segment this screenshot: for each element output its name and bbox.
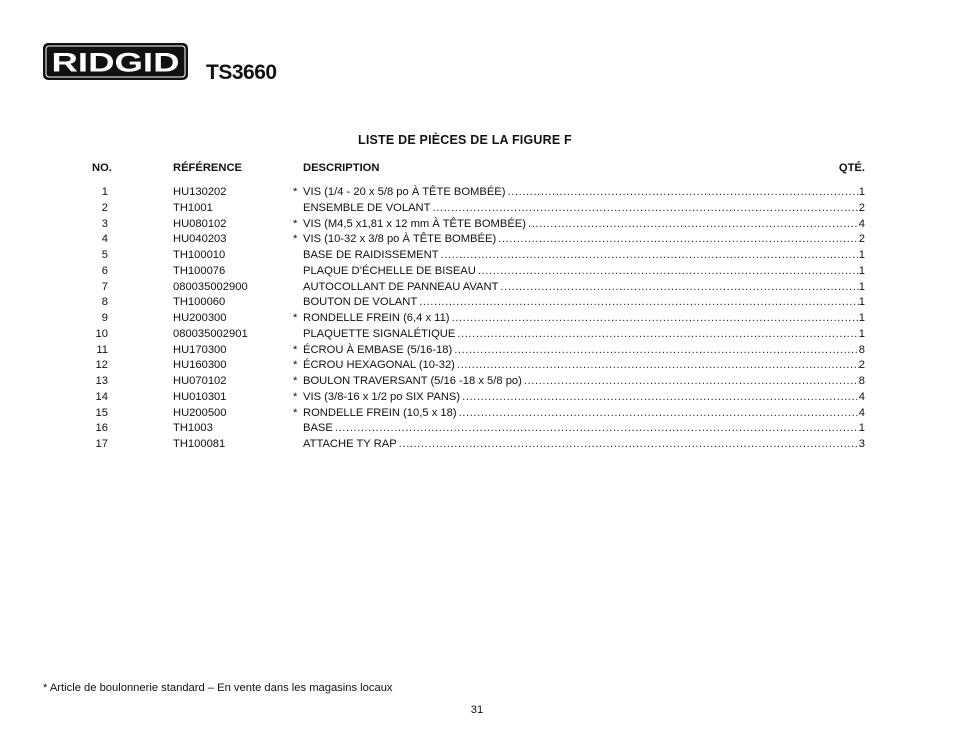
- description-cell: [303, 437, 865, 453]
- description-text: PLAQUETTE SIGNALÉTIQUE: [303, 327, 456, 340]
- table-row: [0, 437, 954, 453]
- description-cell: [303, 264, 865, 280]
- part-number-cell: 4: [101, 233, 108, 246]
- standard-hardware-marker: *: [293, 233, 298, 246]
- description-text: BASE DE RAIDISSEMENT: [303, 249, 439, 261]
- standard-hardware-marker: *: [293, 390, 298, 403]
- description-cell: [303, 421, 865, 437]
- table-row: [0, 358, 954, 374]
- standard-hardware-marker: *: [293, 186, 298, 198]
- dot-leader: [419, 295, 859, 311]
- description-text: BASE: [303, 422, 333, 435]
- description-cell: [303, 185, 865, 201]
- standard-hardware-marker: *: [293, 312, 298, 324]
- column-header-reference: RÉFÉRENCE: [173, 162, 242, 174]
- description-cell: [303, 311, 865, 327]
- quantity-cell: 1: [858, 249, 865, 261]
- table-row: [0, 374, 954, 390]
- table-row: [0, 201, 954, 217]
- quantity-cell: 1: [858, 186, 865, 198]
- part-number-cell: 2: [101, 201, 108, 214]
- reference-cell: HU200300: [173, 312, 227, 324]
- dot-leader: [335, 421, 859, 437]
- ridgid-logo: [43, 43, 188, 80]
- dot-leader: [454, 343, 859, 359]
- table-row: [0, 311, 954, 327]
- parts-list-title: LISTE DE PIÈCES DE LA FIGURE F: [358, 133, 572, 147]
- description-text: BOUTON DE VOLANT: [303, 296, 418, 309]
- description-text: ÉCROU HEXAGONAL (10-32): [303, 359, 455, 372]
- quantity-cell: 3: [858, 438, 865, 450]
- quantity-cell: 1: [858, 296, 865, 309]
- reference-cell: HU170300: [173, 343, 227, 356]
- dot-leader: [432, 201, 858, 217]
- description-text: ENSEMBLE DE VOLANT: [303, 201, 431, 214]
- part-number-cell: 1: [101, 186, 108, 198]
- dot-leader: [508, 185, 859, 201]
- quantity-cell: 1: [858, 280, 865, 293]
- table-row: [0, 327, 954, 343]
- part-number-cell: 7: [101, 280, 108, 293]
- column-header-description: DESCRIPTION: [303, 162, 380, 174]
- description-text: PLAQUE D’ÉCHELLE DE BISEAU: [303, 264, 476, 277]
- dot-leader: [478, 264, 859, 280]
- table-row: [0, 280, 954, 296]
- parts-table: [0, 185, 954, 453]
- reference-cell: HU160300: [173, 359, 227, 372]
- dot-leader: [459, 406, 859, 422]
- table-row: [0, 390, 954, 406]
- standard-hardware-marker: *: [293, 359, 298, 372]
- quantity-cell: 1: [858, 312, 865, 324]
- quantity-cell: 4: [858, 390, 865, 403]
- quantity-cell: 4: [858, 217, 865, 230]
- model-number: TS3660: [206, 61, 277, 84]
- dot-leader: [500, 280, 858, 296]
- description-cell: [303, 248, 865, 264]
- description-cell: [303, 406, 865, 422]
- dot-leader: [524, 374, 859, 390]
- dot-leader: [528, 217, 859, 233]
- column-header-no: NO.: [92, 162, 112, 174]
- part-number-cell: 3: [101, 217, 108, 230]
- part-number-cell: 12: [95, 359, 108, 372]
- description-text: AUTOCOLLANT DE PANNEAU AVANT: [303, 280, 499, 293]
- part-number-cell: 11: [96, 343, 108, 356]
- quantity-cell: 4: [858, 406, 865, 419]
- table-row: [0, 248, 954, 264]
- dot-leader: [498, 232, 859, 248]
- column-header-qty: QTÉ.: [838, 162, 865, 174]
- table-row: [0, 406, 954, 422]
- description-cell: [303, 232, 865, 248]
- table-row: [0, 185, 954, 201]
- part-number-cell: 13: [95, 375, 108, 387]
- standard-hardware-marker: *: [293, 406, 298, 419]
- reference-cell: 080035002900: [173, 280, 248, 293]
- reference-cell: HU080102: [173, 217, 227, 230]
- reference-cell: TH100076: [173, 264, 226, 277]
- part-number-cell: 8: [101, 296, 108, 309]
- standard-hardware-marker: *: [293, 217, 298, 230]
- dot-leader: [441, 248, 859, 264]
- standard-hardware-marker: *: [293, 343, 298, 356]
- table-row: [0, 343, 954, 359]
- reference-cell: TH100060: [173, 296, 226, 309]
- part-number-cell: 6: [101, 264, 108, 277]
- description-text: VIS (3/8-16 x 1/2 po SIX PANS): [303, 390, 461, 403]
- quantity-cell: 8: [858, 375, 865, 387]
- description-cell: [303, 280, 865, 296]
- part-number-cell: 16: [95, 422, 108, 435]
- description-cell: [303, 327, 865, 343]
- quantity-cell: 2: [858, 233, 865, 246]
- part-number-cell: 10: [95, 327, 108, 340]
- quantity-cell: 2: [858, 359, 865, 372]
- reference-cell: 080035002901: [173, 327, 248, 340]
- description-text: BOULON TRAVERSANT (5/16 -18 x 5/8 po): [303, 375, 522, 387]
- description-text: RONDELLE FREIN (6,4 x 11): [303, 312, 450, 324]
- table-row: [0, 264, 954, 280]
- part-number-cell: 9: [101, 312, 108, 324]
- description-text: ÉCROU À EMBASE (5/16-18): [303, 343, 453, 356]
- reference-cell: HU040203: [173, 233, 227, 246]
- description-cell: [303, 390, 865, 406]
- reference-cell: HU070102: [173, 375, 227, 387]
- quantity-cell: 1: [858, 264, 865, 277]
- page-number: 31: [470, 704, 484, 716]
- table-row: [0, 421, 954, 437]
- quantity-cell: 2: [858, 201, 865, 214]
- standard-hardware-marker: *: [293, 375, 298, 387]
- quantity-cell: 1: [858, 327, 865, 340]
- reference-cell: TH100081: [173, 438, 226, 450]
- table-row: [0, 217, 954, 233]
- dot-leader: [452, 311, 859, 327]
- footnote: * Article de boulonnerie standard – En vente dans les magasins locaux: [43, 682, 393, 694]
- reference-cell: TH1003: [173, 422, 213, 435]
- description-cell: [303, 217, 865, 233]
- quantity-cell: 8: [858, 343, 865, 356]
- description-text: ATTACHE TY RAP: [303, 438, 397, 450]
- part-number-cell: 17: [95, 438, 108, 450]
- part-number-cell: 14: [95, 390, 108, 403]
- reference-cell: HU200500: [173, 406, 227, 419]
- reference-cell: HU010301: [173, 390, 227, 403]
- table-row: [0, 232, 954, 248]
- description-text: VIS (1/4 - 20 x 5/8 po À TÊTE BOMBÉE): [303, 186, 506, 198]
- part-number-cell: 5: [101, 249, 108, 261]
- description-cell: [303, 201, 865, 217]
- description-cell: [303, 295, 865, 311]
- reference-cell: TH100010: [173, 249, 226, 261]
- dot-leader: [457, 358, 859, 374]
- part-number-cell: 15: [95, 406, 108, 419]
- description-text: RONDELLE FREIN (10,5 x 18): [303, 406, 457, 419]
- svg-text:RIDGID: RIDGID: [51, 47, 180, 78]
- description-text: VIS (10-32 x 3/8 po À TÊTE BOMBÉE): [303, 233, 497, 246]
- description-cell: [303, 374, 865, 390]
- table-row: [0, 295, 954, 311]
- description-cell: [303, 343, 865, 359]
- description-cell: [303, 358, 865, 374]
- dot-leader: [457, 327, 858, 343]
- dot-leader: [462, 390, 859, 406]
- dot-leader: [399, 437, 859, 453]
- quantity-cell: 1: [858, 422, 865, 435]
- reference-cell: TH1001: [173, 201, 213, 214]
- reference-cell: HU130202: [173, 186, 227, 198]
- description-text: VIS (M4,5 x1,81 x 12 mm À TÊTE BOMBÉE): [303, 217, 526, 230]
